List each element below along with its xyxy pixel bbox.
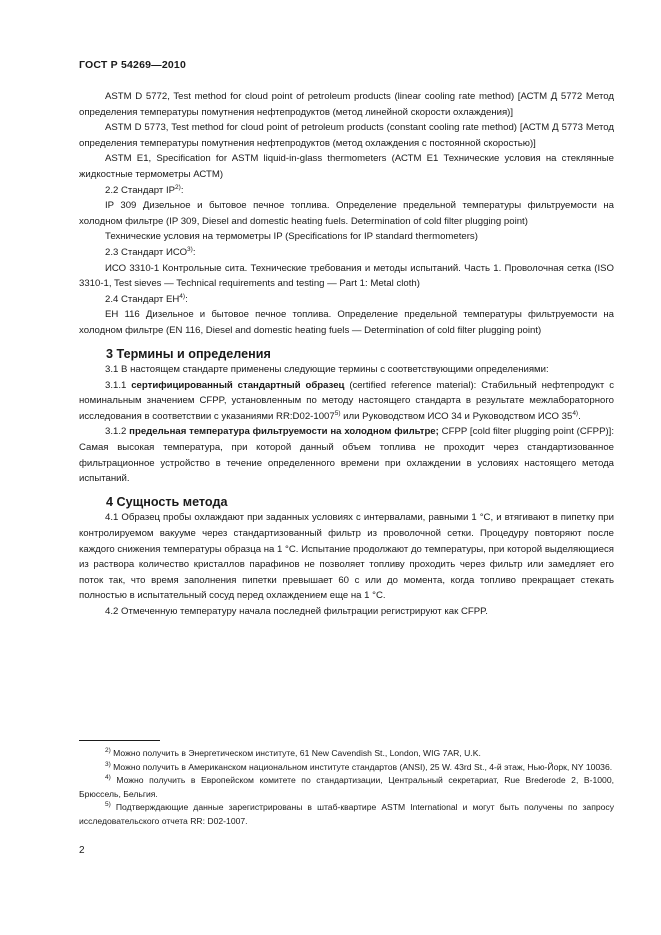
definition-text: (certified reference material): Стабильный нефтепродукт с номинальным значением CFPP, установленным по методу настоящего стандарта в результате межлабораторного исследования в соответствии с указаниями RR:D02-1007	[79, 379, 614, 422]
para-4-1: 4.1 Образец пробы охлаждают при заданных условиях с интервалами, равными 1 °C, и втягивают в пипетку при контролируемом вакууме через стандартизованный фильтр из проволочной сетки. Процедуру повторяют после каждого снижения температуры образца на 1 °C. Испытание продолжают до температуры, при которой выделяющиеся из раствора количество кристаллов парафинов не позволяет топливу проходить через фильтр или замедляет его поток так, что время заполнения пипетки превышает 60 с или до момента, когда топливо прекращает стекать полностью в испытательный сосуд перед охлаждением еще на 1 °C.	[79, 512, 614, 602]
footnote-ref: 3)	[187, 245, 193, 253]
footnote-text: Можно получить в Европейском комитете по стандартизации, Центральный секретариат, Rue Brederode 2, B-1000, Брюссель, Бельгия.	[79, 775, 614, 799]
footnote-number: 4)	[105, 774, 111, 782]
para-4-2: 4.2 Отмеченную температуру начала последней фильтрации регистрируют как CFPP.	[105, 606, 488, 617]
para-3-1-1	[79, 378, 614, 425]
footnote-text: Подтверждающие данные зарегистрированы в штаб-квартире ASTM International и могут быть получены по запросу исследовательского отчета RR: D02-1007.	[79, 802, 615, 826]
footnote-2	[79, 747, 614, 761]
subsection-2-3: 2.3 Стандарт ИСО$^{3)}$:	[105, 245, 196, 258]
definition-text: или Руководством ИСО 34 и Руководством ИСО 35	[343, 410, 573, 422]
term: сертифицированный стандартный образец	[131, 379, 345, 391]
section-3-title: 3 Термины и определения	[106, 346, 271, 361]
footnote-ref: 2)	[175, 183, 181, 191]
main-text	[79, 89, 614, 620]
clause-number: 3.1.2	[105, 426, 127, 438]
section-4-title: 4 Сущность метода	[106, 494, 228, 509]
ref-astm-d5773: ASTM D 5773, Test method for cloud point of petroleum products (constant cooling rate method) [АСТМ Д 5773 Метод определения температуры помутнения нефтепродуктов (метод охлаждения с постоянной скоростью)]	[79, 122, 614, 149]
ref-astm-d5772: ASTM D 5772, Test method for cloud point of petroleum products (linear cooling rate method) [АСТМ Д 5772 Метод определения температуры помутнения нефтепродуктов (метод линейной скорости охлаждения)]	[79, 91, 614, 118]
para-3-1: 3.1 В настоящем стандарте применены следующие термины с соответствующими определениями:	[105, 364, 549, 376]
punct: .	[578, 410, 581, 422]
term: предельная температура фильтруемости на холодном фильтре;	[129, 426, 439, 438]
footnote-ref: 4)	[572, 409, 579, 417]
page-header: ГОСТ Р 54269—2010	[79, 59, 187, 71]
subsection-2-3-title: 2.3 Стандарт ИСО	[105, 246, 188, 258]
para-3-1-2	[79, 424, 614, 486]
ref-ip-spec: Технические условия на термометры IP (Specifications for IP standard thermometers)	[105, 231, 478, 243]
page-number: 2	[79, 845, 85, 856]
footnote-ref: 4)	[179, 292, 186, 300]
subsection-2-4: 2.4 Стандарт ЕН$^{4)}$:	[105, 292, 188, 305]
subsection-2-2-title: 2.2 Стандарт IP	[105, 184, 176, 196]
ref-astm-e1: ASTM E1, Specification for ASTM liquid-in-glass thermometers (АСТМ Е1 Технические условия на стеклянные жидкостные термометры АСТМ)	[79, 153, 614, 180]
ref-iso3310: ИСО 3310-1 Контрольные сита. Технические требования и методы испытаний. Часть 1. Проволочная сетка (ISO 3310-1, Test sieves — Technical requirements and testing — Part 1: Metal cloth)	[79, 262, 614, 290]
footnote-number: 2)	[105, 747, 111, 755]
footnote-text: Можно получить в Американском национальном институте стандартов (ANSI), 25 W. 43rd St., 4-й этаж, Нью-Йорк, NY 10036.	[113, 761, 613, 772]
footnote-number: 5)	[105, 801, 111, 809]
footnote-number: 3)	[105, 760, 111, 768]
footnotes	[79, 740, 614, 829]
subsection-2-2: 2.2 Стандарт IP$^{2)}$:	[105, 183, 184, 196]
footnote-text: Можно получить в Энергетическом институте, 61 New Cavendish St., London, WIG 7AR, U.K.	[113, 748, 481, 758]
footnote-ref: 5)	[334, 409, 341, 417]
footnote-4	[79, 774, 614, 801]
footnote-5	[79, 801, 614, 828]
definition-text: CFPP [cold filter plugging point (CFPP)]: Самая высокая температура, при которой данный объем топлива не проходит через стандартизованное фильтрационное устройство в течение определенного времени при охлаждении в условиях настоящего метода испытаний.	[79, 426, 614, 485]
subsection-2-4-title: 2.4 Стандарт ЕН	[105, 293, 180, 305]
clause-number: 3.1.1	[105, 379, 127, 391]
footnote-divider	[79, 740, 160, 741]
ref-ip309: IP 309 Дизельное и бытовое печное топлива. Определение предельной температуры фильтруемости на холодном фильтре (IP 309, Diesel and domestic heating fuels. Determination of cold filter plugging point)	[79, 200, 614, 227]
footnote-3	[79, 761, 614, 775]
ref-en116: ЕН 116 Дизельное и бытовое печное топлива. Определение предельной температуры фильтруемости на холодном фильтре (EN 116, Diesel and domestic heating fuels — Determination of cold filter plugging point)	[79, 309, 614, 336]
